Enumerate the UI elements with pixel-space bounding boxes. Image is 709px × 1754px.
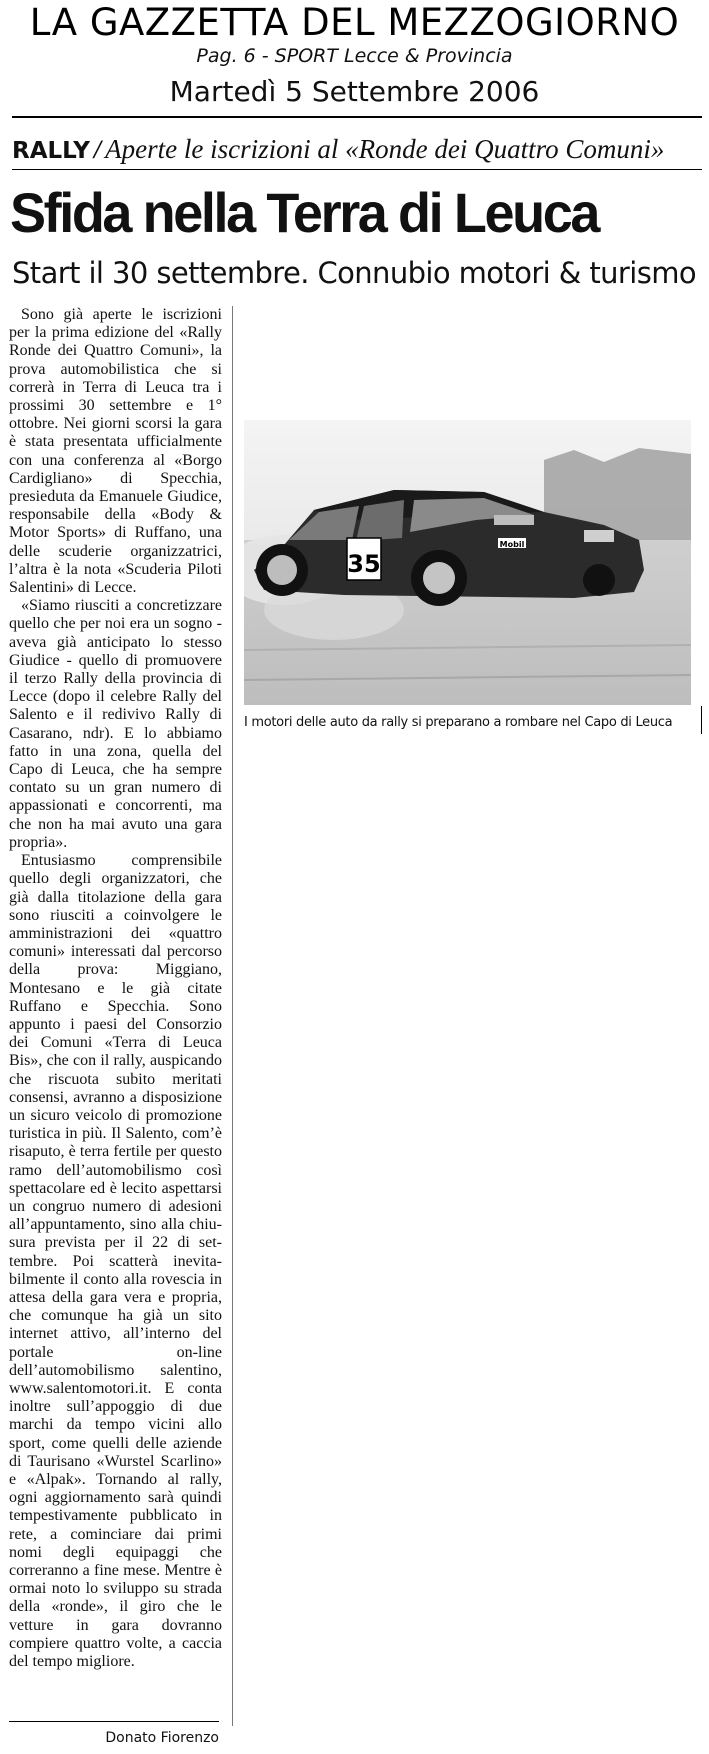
caption-divider [701, 706, 702, 734]
subheadline: Start il 30 settembre. Connubio motori & turismo [12, 256, 696, 290]
page-info: Pag. 6 - SPORT Lecce & Provincia [196, 45, 513, 67]
byline-rule [9, 1721, 219, 1722]
article-body [9, 306, 222, 1671]
sponsor-logo: Mobil [499, 540, 525, 549]
article-kicker [12, 132, 702, 168]
section-label: RALLY [12, 138, 90, 164]
photo-caption: I motori delle auto da rally si preparano a rombare nel Capo di Leuca [244, 715, 673, 730]
body-paragraph-3: Entusiasmo comprensibile quello degli organizzatori, che già dalla titolazione della gara sono riusciti a coinvolgere le amministrazioni dei «quattro comuni» interessati dal percorso della prova: Miggiano, Montesano e le già citate Ruffano e Specchia. Sono appunto i paesi del Consorzio dei Comuni «Terra di Leuca Bis», che con il rally, auspicando che riscuota subito meritati consensi, avranno a disposizione un sicuro veicolo di promozione turistica in più. Il Salento, com’è risaputo, è terra fertile per questo ramo dell’automobilismo così spettacolare ed è lecito aspettarsi un congruo numero di adesioni all’appuntamento, sino alla chiusura prevista per il 22 di settembre. Poi scatterà inevitabilmente il conto alla rovescia in attesa della gara vera e propria, che comunque ha già un sito internet attivo, all’interno del portale on-line dell’automobilismo salentino, www.salentomotori.it. E conta inoltre sull’appoggio di due marchi da tempo vicini allo sport, come quelli delle aziende di Taurisano «Wurstel Scarlino» e «Alpak». Tornando al rally, ogni aggiornamento sarà quindi tempestivamente pubblicato in rete, a cominciare dai primi nomi degli equipaggi che correranno a fine mese. Mentre è ormai noto lo sviluppo su strada della «ronde», il giro che le vetture in gara dovranno compiere quattro volte, a caccia del tempo migliore. [9, 852, 222, 1671]
body-paragraph-2: «Siamo riusciti a concretizzare quello che per noi era un sogno - aveva già anticipato lo stesso Giudice - quello di promuovere il terzo Rally della provincia di Lecce (dopo il celebre Rally del Salento e il redivivo Rally di Casarano, ndr). E lo abbiamo fatto in una zona, quella del Capo di Leuca, che ha sempre contato su un gran numero di appassionati e concorrenti, ma che non ha mai avuto una gara propria». [9, 597, 222, 851]
masthead: LA GAZZETTA DEL MEZZOGIORNO [29, 1, 680, 44]
byline: Donato Fiorenzo [105, 1730, 219, 1746]
publication-date: Martedì 5 Settembre 2006 [169, 75, 540, 108]
kicker-text: Aperte le iscrizioni al «Ronde dei Quattro Comuni» [105, 134, 665, 164]
rally-car-photo [244, 420, 691, 705]
car-number: 35 [347, 550, 381, 578]
column-divider [232, 306, 233, 1726]
header-rule [12, 116, 702, 118]
body-paragraph-1: Sono già aperte le iscrizioni per la prima edizione del «Rally Ronde dei Quattro Comuni», la prova automobilistica che si correrà in Terra di Leuca tra i prossimi 30 settembre e 1° ottobre. Nei giorni scorsi la gara è stata presentata ufficialmente con una conferenza al «Borgo Cardigliano» di Specchia, presieduta da Emanuele Giudice, responsabile della «Body & Motor Sports» di Ruffano, una delle scuderie organizzatrici, l’altra è la nota «Scuderia Piloti Salentini» di Lecce. [9, 306, 222, 597]
headline: Sfida nella Terra di Leuca [10, 181, 598, 244]
kicker-separator: / [93, 135, 102, 164]
kicker-rule [12, 169, 702, 170]
rally-car-image [244, 420, 691, 705]
